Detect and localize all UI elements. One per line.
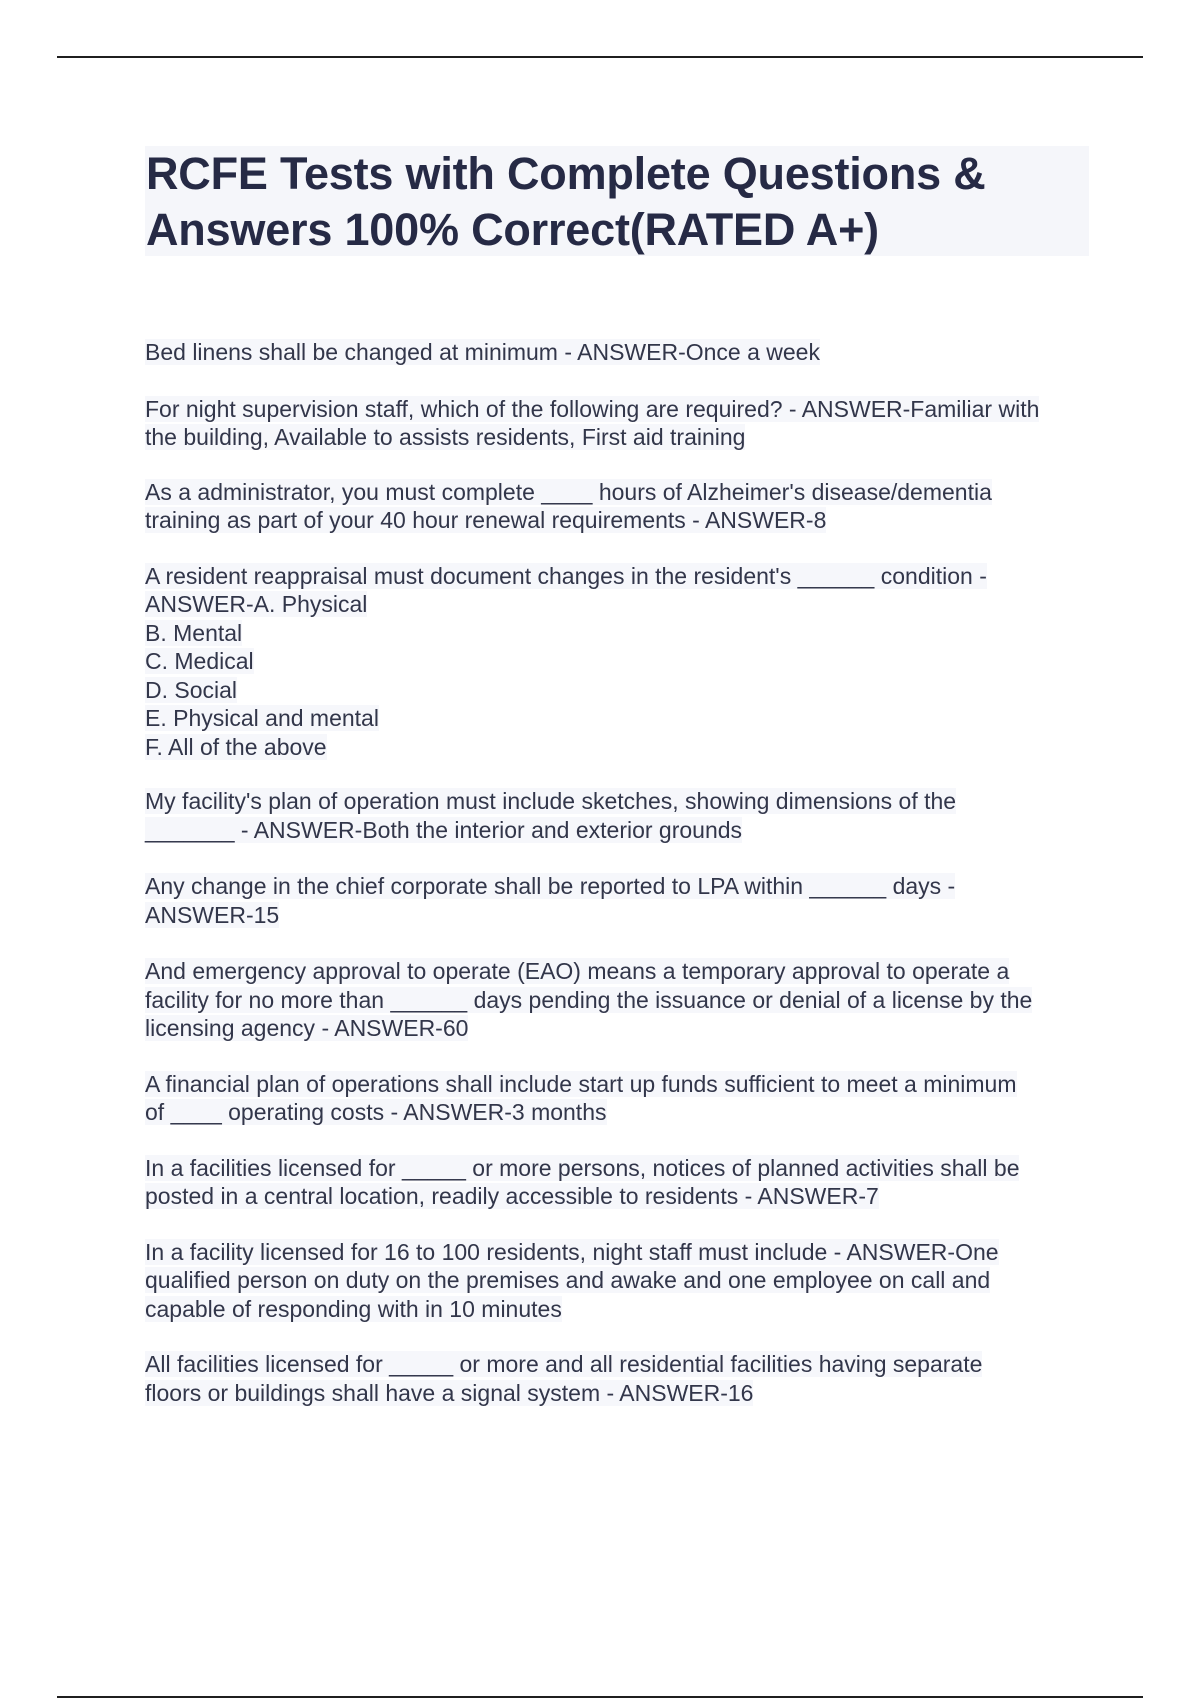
qa-line: As a administrator, you must complete ____ hours of Alzheimer's disease/dementia (145, 478, 992, 505)
qa-item (145, 562, 1089, 762)
qa-line: For night supervision staff, which of the following are required? - ANSWER-Familiar with (145, 395, 1040, 422)
qa-item (145, 1154, 1089, 1211)
top-divider (57, 56, 1143, 58)
qa-line: Bed linens shall be changed at minimum - ANSWER-Once a week (145, 339, 820, 365)
qa-line: E. Physical and mental (145, 705, 379, 731)
qa-item (145, 1070, 1089, 1127)
qa-line: posted in a central location, readily accessible to residents - ANSWER-7 (145, 1183, 879, 1209)
qa-item (145, 1350, 1089, 1407)
qa-line: A financial plan of operations shall include start up funds sufficient to meet a minimum (145, 1070, 1017, 1097)
qa-item (145, 787, 1089, 844)
qa-line: ANSWER-A. Physical (145, 591, 368, 617)
qa-line: _______ - ANSWER-Both the interior and exterior grounds (145, 816, 743, 843)
qa-line: the building, Available to assists residents, First aid training (145, 424, 746, 450)
title-line-2: Answers 100% Correct(RATED A+) (146, 204, 879, 255)
qa-item (145, 872, 1089, 929)
qa-line: B. Mental (145, 619, 243, 646)
qa-line: In a facility licensed for 16 to 100 residents, night staff must include - ANSWER-One (145, 1238, 999, 1265)
qa-line: ANSWER-15 (145, 901, 280, 928)
qa-line: All facilities licensed for _____ or more and all residential facilities having separate (145, 1351, 983, 1377)
qa-item (145, 478, 1089, 535)
document-title (145, 146, 1089, 256)
qa-line: Any change in the chief corporate shall be reported to LPA within ______ days - (145, 873, 956, 899)
qa-line: facility for no more than ______ days pending the issuance or denial of a license by the (145, 986, 1033, 1013)
qa-line: D. Social (145, 676, 238, 703)
qa-line: F. All of the above (145, 733, 327, 760)
qa-line: A resident reappraisal must document changes in the resident's ______ condition - (145, 562, 987, 589)
bottom-divider (57, 1696, 1143, 1698)
qa-line: qualified person on duty on the premises and awake and one employee on call and (145, 1267, 991, 1293)
qa-line: of ____ operating costs - ANSWER-3 months (145, 1099, 607, 1125)
qa-line: My facility's plan of operation must include sketches, showing dimensions of the (145, 788, 957, 814)
qa-item (145, 957, 1089, 1043)
title-line-1: RCFE Tests with Complete Questions & (146, 148, 986, 199)
qa-line: C. Medical (145, 648, 254, 674)
qa-line: training as part of your 40 hour renewal requirements - ANSWER-8 (145, 507, 827, 533)
qa-line: In a facilities licensed for _____ or more persons, notices of planned activities shall be (145, 1154, 1020, 1181)
qa-item (145, 338, 1089, 367)
qa-line: capable of responding with in 10 minutes (145, 1295, 562, 1322)
qa-item (145, 1238, 1089, 1324)
qa-line: And emergency approval to operate (EAO) means a temporary approval to operate a (145, 958, 1010, 984)
qa-line: floors or buildings shall have a signal system - ANSWER-16 (145, 1379, 754, 1406)
qa-line: licensing agency - ANSWER-60 (145, 1015, 469, 1041)
qa-item (145, 395, 1089, 452)
question-answer-list (145, 338, 1089, 1407)
